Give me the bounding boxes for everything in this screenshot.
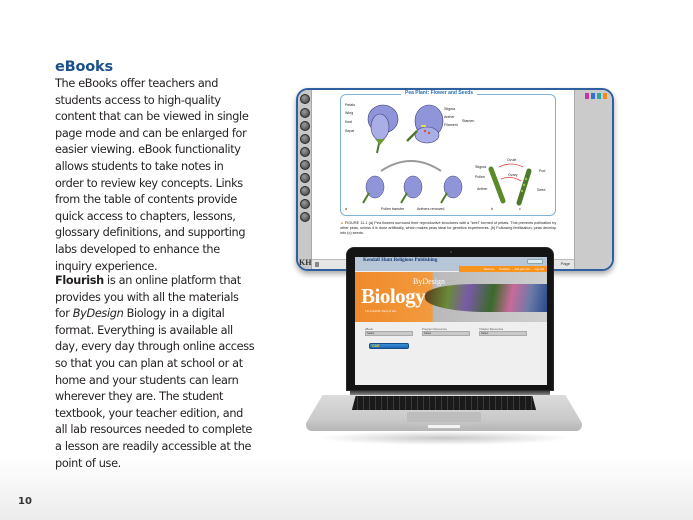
label-ovule: Ovule	[507, 158, 517, 162]
toolbar-button-icon[interactable]	[300, 121, 310, 131]
flourish-text-2: Biology in a digital format. Everything is available all day, every day through online access so that you can plan at school or at home and your students can learn wherever they are. The student textbook, your teacher edition, and all lab resources needed to complete a lesson are readily accessible at the point of use.	[55, 307, 255, 470]
pea-flower-illustration	[347, 101, 457, 159]
kh-logo: KH	[299, 258, 312, 267]
bookmark-icon[interactable]	[603, 93, 607, 99]
label-keel: Keel	[345, 120, 353, 124]
label-stigma: Stigma	[444, 107, 456, 111]
toolbar-button-icon[interactable]	[300, 186, 310, 196]
ebook-select[interactable]: Select	[365, 331, 413, 336]
page-label: Page	[560, 261, 570, 266]
publisher-logo: Kendall Hunt Religious Publishing	[363, 258, 438, 263]
hero-nature-collage	[425, 284, 547, 312]
ebook-page	[312, 90, 574, 259]
laptop-notch	[428, 425, 460, 428]
ebook-toolbar	[298, 90, 312, 269]
hero-title: Biology	[361, 284, 426, 308]
flourish-body	[55, 273, 255, 472]
caption-text: FIGURE 11-1 (a) Pea flowers surround their reproductive structures with a "keel" formed of petals. This prevents pollination by other peas, unless it is done artificially, which makes peas ideal for genetics experiments. (b) Following fertilization, peas develop into (c) seeds.	[340, 221, 557, 236]
nav-welcome[interactable]: Welcome	[483, 267, 495, 271]
label-pod-anther: Anther	[477, 187, 488, 191]
label-pollen-transfer: Pollen transfer	[381, 207, 405, 211]
flourish-text-1: is an online platform that provides you with all the materials for	[55, 274, 241, 321]
panel-letter-b: b	[491, 207, 493, 211]
cas-button[interactable]: CAS	[369, 343, 409, 349]
label-anthers-removed: Anthers removed	[417, 207, 445, 211]
label-filament: Filament	[444, 123, 458, 127]
label-anther: Anther	[444, 115, 455, 119]
toolbar-button-icon[interactable]	[300, 94, 310, 104]
field-label: Program Resources	[422, 327, 447, 331]
toolbar-button-icon[interactable]	[300, 108, 310, 118]
chapter-resources-select[interactable]: Select	[479, 331, 527, 336]
label-petals: Petals	[345, 103, 355, 107]
label-stamen: Stamen	[462, 119, 475, 123]
toolbar-button-icon[interactable]	[300, 134, 310, 144]
nav-log-out[interactable]: Log Out	[534, 267, 544, 271]
figure-caption	[340, 221, 558, 237]
scrollbar-thumb[interactable]	[315, 262, 319, 267]
label-wing: Wing	[345, 111, 354, 115]
program-resources-select[interactable]: Select	[422, 331, 470, 336]
figure-box	[340, 90, 556, 216]
label-ovary: Ovary	[508, 173, 518, 177]
page-number: 10	[18, 496, 32, 507]
laptop-shadow	[316, 431, 572, 445]
keyboard	[352, 396, 536, 410]
hero-tagline: The Scientific Study of Life	[365, 310, 397, 313]
camera-icon	[450, 251, 452, 253]
bookmark-icon[interactable]	[597, 93, 601, 99]
label-pod-pollen: Pollen	[475, 175, 485, 179]
pollination-steps-illustration	[351, 157, 551, 211]
bookmark-icon[interactable]	[585, 93, 589, 99]
field-label: Chapter Resources	[479, 327, 504, 331]
ebook-field	[365, 327, 413, 336]
laptop-base	[306, 395, 582, 431]
ebook-reader-window	[296, 88, 614, 271]
ebooks-section	[55, 58, 255, 275]
ebooks-heading: eBooks	[55, 59, 113, 75]
laptop-screen	[346, 247, 554, 391]
trackpad	[407, 412, 481, 422]
toolbar-button-icon[interactable]	[300, 199, 310, 209]
site-badge-icon	[527, 259, 543, 264]
nav-edit-info[interactable]: Edit your info	[514, 267, 530, 271]
field-label: eBook	[365, 327, 373, 331]
flourish-lead: Flourish	[55, 274, 104, 287]
hero-subtitle: ByDesign	[413, 277, 445, 286]
program-resources-field	[422, 327, 470, 336]
resource-selectors	[365, 327, 537, 336]
figure-title: Pea Plant: Flower and Seeds	[401, 90, 477, 96]
ebooks-body: The eBooks offer teachers and students access to high-quality content that can be viewed in single page mode and can be enlarged for easier viewing. eBook functionality allows students to take notes in order to review key concepts. Links from the table of contents provide quick access to chapters, lessons, glossary definitions, and supporting labs developed to enhance the inquiry experience.	[55, 77, 249, 273]
ebook-right-panel	[574, 90, 612, 269]
label-sepal: Sepal	[345, 129, 355, 133]
toolbar-button-icon[interactable]	[300, 173, 310, 183]
caption-triangle-icon: ▲	[340, 221, 345, 225]
chapter-resources-field	[479, 327, 527, 336]
toolbar-button-icon[interactable]	[300, 212, 310, 222]
nav-products[interactable]: Products	[499, 267, 510, 271]
toolbar-button-icon[interactable]	[300, 147, 310, 157]
label-seed: Seed	[537, 188, 546, 192]
site-hero-banner	[355, 272, 547, 322]
panel-letter-a: a	[345, 207, 347, 211]
panel-letter-c: c	[519, 207, 521, 211]
toolbar-button-icon[interactable]	[300, 160, 310, 170]
bookmark-icon[interactable]	[591, 93, 595, 99]
bydesign-italic: ByDesign	[72, 307, 124, 321]
laptop-hinge	[350, 391, 550, 395]
label-pod: Pod	[539, 169, 546, 173]
label-pod-stigma: Stigma	[475, 165, 487, 169]
flourish-website	[355, 257, 547, 385]
